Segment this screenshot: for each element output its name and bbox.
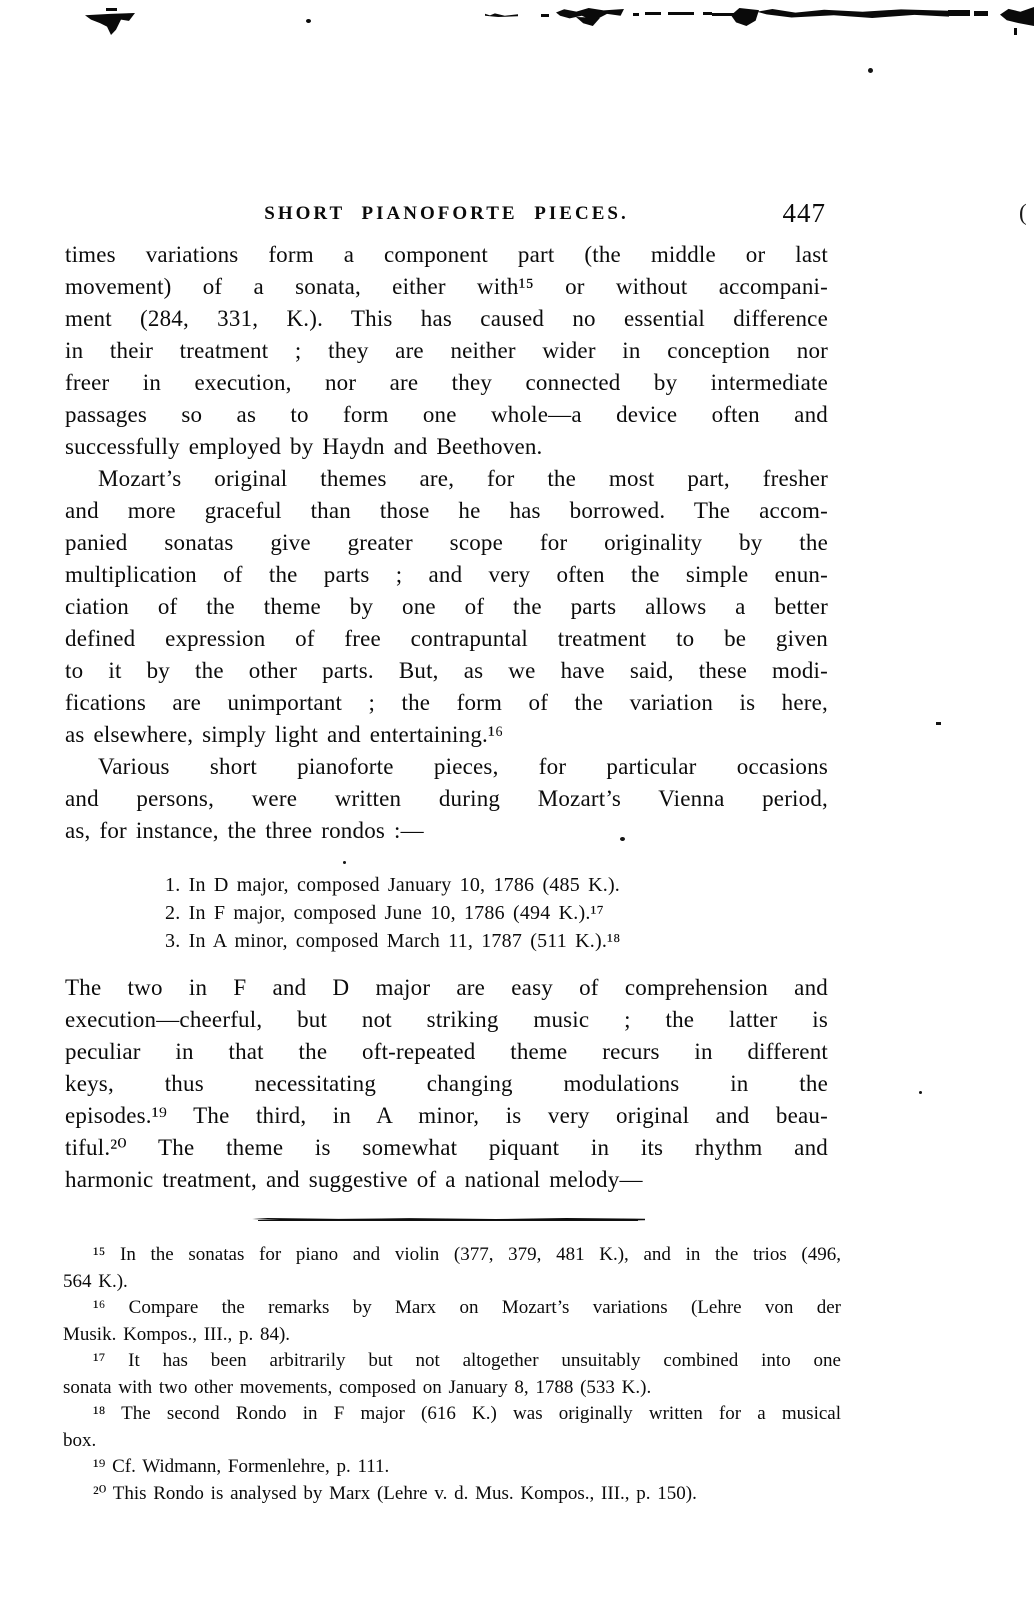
- text-line: 2. In F major, composed June 10, 1786 (494 K.).¹⁷: [165, 902, 604, 924]
- text-line: freer in execution, nor are they connected by intermediate: [65, 370, 828, 395]
- scan-smudge: [633, 13, 639, 16]
- text-line: sonata with two other movements, composed on January 8, 1788 (533 K.).: [63, 1376, 652, 1398]
- text-line: successfully employed by Haydn and Beethoven.: [65, 434, 543, 459]
- text-line: passages so as to form one whole—a device often and: [65, 402, 828, 427]
- text-line: ¹⁶ Compare the remarks by Marx on Mozart’s variations (Lehre von der: [93, 1297, 841, 1318]
- ink-speck: [936, 722, 941, 725]
- footnote-17: [63, 1348, 841, 1401]
- text-line: multiplication of the parts ; and very often the simple enun-: [65, 562, 828, 587]
- rondo-list: [165, 871, 828, 955]
- text-line: movement) of a sonata, either with¹⁵ or without accompani-: [65, 274, 828, 299]
- ink-speck: [868, 68, 873, 73]
- running-title: SHORT PIANOFORTE PIECES.: [264, 203, 629, 224]
- body-text: [65, 239, 828, 1196]
- text-line: peculiar in that the oft-repeated theme recurs in different: [65, 1039, 828, 1064]
- text-line: execution—cheerful, but not striking music ; the latter is: [65, 1007, 828, 1032]
- footnote-15: [63, 1242, 841, 1295]
- text-line: Various short pianoforte pieces, for particular occasions: [98, 754, 828, 779]
- scan-smudge: [757, 9, 949, 18]
- page-header: [65, 198, 828, 234]
- scan-smudge: [106, 8, 117, 11]
- scan-smudge: [703, 12, 712, 15]
- page-number: 447: [782, 198, 826, 228]
- text-line: ciation of the theme by one of the parts allows a better: [65, 594, 828, 619]
- scan-smudge: [668, 12, 694, 15]
- text-line: 1. In D major, composed January 10, 1786 (485 K.).: [165, 874, 621, 896]
- text-line: ¹⁹ Cf. Widmann, Formenlehre, p. 111.: [93, 1456, 390, 1477]
- text-line: ¹⁷ It has been arbitrarily but not altogether unsuitably combined into one: [93, 1350, 841, 1371]
- footnote-16: [63, 1295, 841, 1348]
- text-line: harmonic treatment, and suggestive of a national melody—: [65, 1167, 643, 1192]
- scan-smudge: [645, 12, 661, 15]
- text-line: to it by the other parts. But, as we have said, these modi-: [65, 658, 828, 683]
- text-line: and more graceful than those he has borrowed. The accom-: [65, 498, 828, 523]
- scan-smudge: [85, 13, 135, 35]
- text-line: fications are unimportant ; the form of the variation is here,: [65, 690, 828, 715]
- text-line: panied sonatas give greater scope for originality by the: [65, 530, 828, 555]
- scan-smudge: [1014, 28, 1017, 35]
- footnote-19: [63, 1454, 841, 1481]
- para-rondos-discussion: [65, 972, 828, 1196]
- text-line: Mozart’s original themes are, for the most part, fresher: [98, 466, 828, 491]
- text-line: 3. In A minor, composed March 11, 1787 (511 K.).¹⁸: [165, 930, 621, 952]
- text-line: 564 K.).: [63, 1270, 128, 1292]
- text-line: Musik. Kompos., III., p. 84).: [63, 1323, 291, 1345]
- text-line: ment (284, 331, K.). This has caused no essential difference: [65, 306, 828, 331]
- scan-smudge: [948, 10, 970, 16]
- footnote-divider-line: [258, 1220, 638, 1221]
- text-line: ²⁰ This Rondo is analysed by Marx (Lehre v. d. Mus. Kompos., III., p. 150).: [93, 1482, 697, 1504]
- text-line: times variations form a component part (the middle or last: [65, 242, 828, 267]
- footnote-20: [63, 1481, 841, 1508]
- text-line: ¹⁸ The second Rondo in F major (616 K.) was originally written for a musical: [93, 1403, 841, 1424]
- edge-mark: (: [1019, 200, 1027, 225]
- text-line: in their treatment ; they are neither wider in conception nor: [65, 338, 828, 363]
- ink-speck: [919, 1091, 922, 1094]
- scan-smudge: [576, 17, 600, 26]
- text-line: box.: [63, 1429, 97, 1451]
- text-line: defined expression of free contrapuntal treatment to be given: [65, 626, 828, 651]
- text-line: keys, thus necessitating changing modulations in the: [65, 1071, 828, 1096]
- text-line: and persons, were written during Mozart’s Vienna period,: [65, 786, 828, 811]
- scan-smudge: [541, 14, 549, 17]
- para-original-themes: [65, 463, 828, 751]
- text-line: tiful.²⁰ The theme is somewhat piquant in its rhythm and: [65, 1135, 828, 1160]
- scan-smudge: [485, 13, 518, 17]
- footnote-18: [63, 1401, 841, 1454]
- para-short-pieces: [65, 751, 828, 847]
- scan-smudge: [306, 19, 311, 23]
- scan-smudge: [731, 8, 759, 26]
- text-line: The two in F and D major are easy of comprehension and: [65, 975, 828, 1000]
- scan-smudge: [974, 11, 988, 16]
- text-line: as elsewhere, simply light and entertaining.¹⁶: [65, 722, 504, 747]
- scan-smudge: [1000, 7, 1034, 26]
- footnotes: [63, 1242, 841, 1507]
- text-line: episodes.¹⁹ The third, in A minor, is very original and beau-: [65, 1103, 828, 1128]
- text-line: ¹⁵ In the sonatas for piano and violin (377, 379, 481 K.), and in the trios (496,: [93, 1244, 841, 1265]
- text-line: as, for instance, the three rondos :—: [65, 818, 424, 843]
- para-variations: [65, 239, 828, 463]
